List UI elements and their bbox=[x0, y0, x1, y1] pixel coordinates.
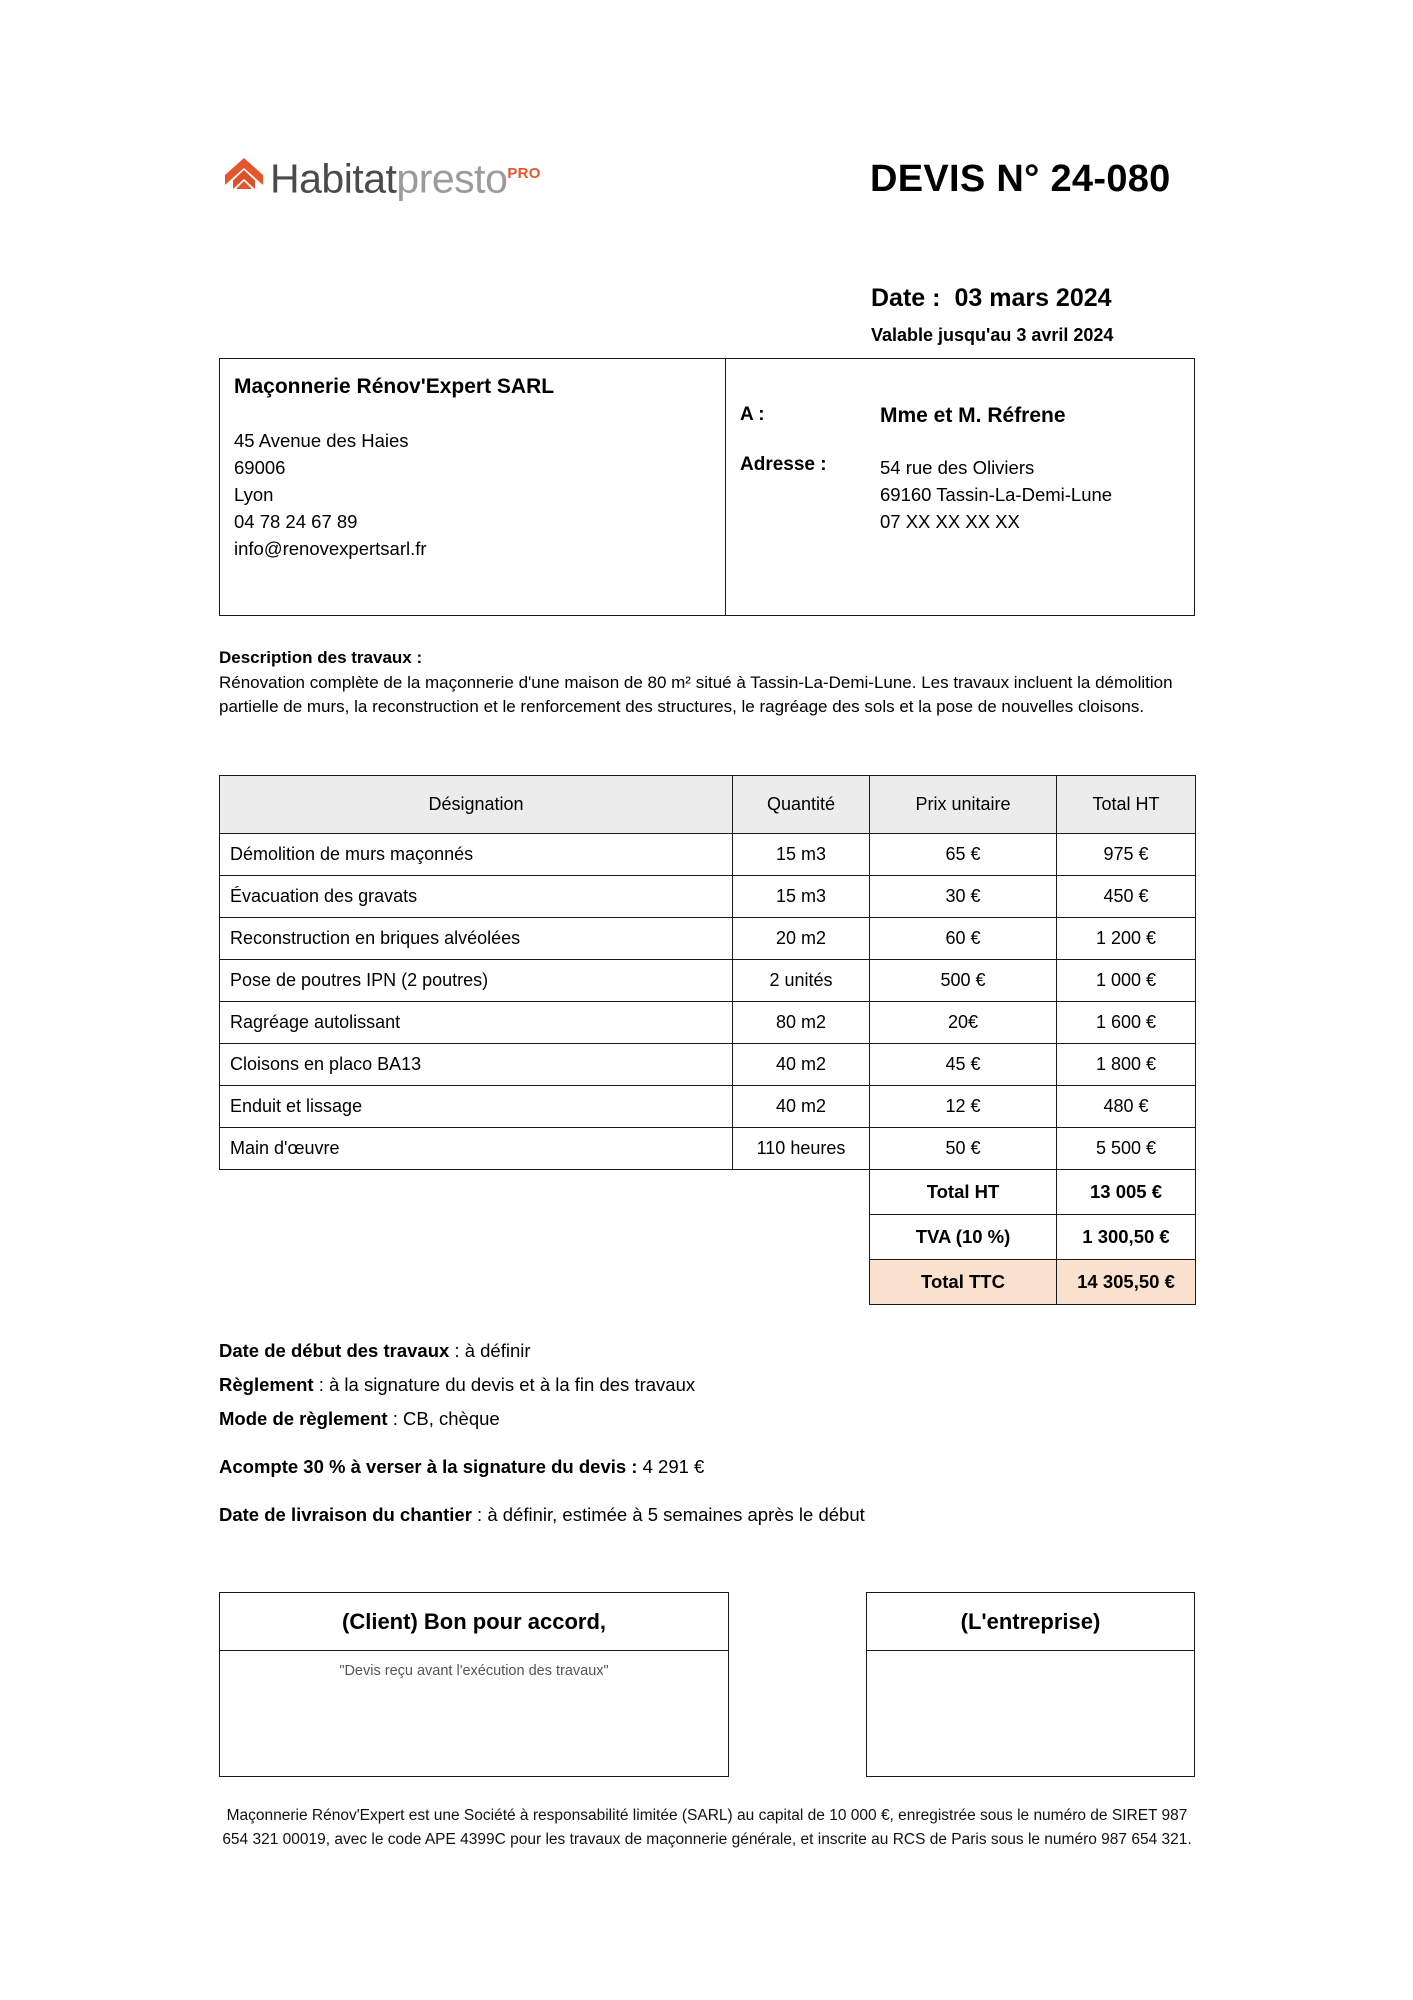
table-row bbox=[220, 918, 1196, 960]
summary-label: Total HT bbox=[870, 1170, 1057, 1215]
summary-row bbox=[220, 1215, 1196, 1260]
client-block bbox=[726, 359, 1194, 615]
cell-total: 975 € bbox=[1057, 834, 1196, 876]
date-label: Date : bbox=[871, 284, 941, 312]
summary-spacer bbox=[220, 1260, 733, 1305]
term-label: Mode de règlement bbox=[219, 1408, 388, 1429]
summary-spacer bbox=[733, 1215, 870, 1260]
cell-designation: Reconstruction en briques alvéolées bbox=[220, 918, 733, 960]
summary-label: TVA (10 %) bbox=[870, 1215, 1057, 1260]
company-postal-code: 69006 bbox=[234, 457, 286, 478]
page-title: DEVIS N° 24-080 bbox=[870, 158, 1171, 200]
quote-table bbox=[219, 775, 1196, 1305]
cell-quantity: 40 m2 bbox=[733, 1044, 870, 1086]
client-address bbox=[880, 454, 1112, 535]
habitatpresto-logo bbox=[222, 152, 541, 201]
document-header bbox=[0, 0, 1413, 360]
term-line bbox=[219, 1402, 1199, 1436]
company-street: 45 Avenue des Haies bbox=[234, 430, 409, 451]
company-email: info@renovexpertsarl.fr bbox=[234, 538, 427, 559]
legal-footer: Maçonnerie Rénov'Expert est une Société à responsabilité limitée (SARL) au capital de 10 000 €, enregistrée sous le numéro de SIRET 987 654 321 00019, avec le code APE 4399C pour les travaux de maçonnerie générale, et inscrite au RCS de Paris sous le numéro 987 654 321. bbox=[222, 1807, 1192, 1848]
term-label: Date de livraison du chantier bbox=[219, 1504, 472, 1525]
term-label: Acompte 30 % à verser à la signature du devis : bbox=[219, 1456, 638, 1477]
cell-total: 1 600 € bbox=[1057, 1002, 1196, 1044]
cell-designation: Main d'œuvre bbox=[220, 1128, 733, 1170]
devis-date bbox=[871, 284, 1112, 313]
company-block bbox=[220, 359, 726, 615]
summary-spacer bbox=[733, 1260, 870, 1305]
description-body: Rénovation complète de la maçonnerie d'une maison de 80 m² situé à Tassin-La-Demi-Lune. Les travaux incluent la démolition partielle de murs, la reconstruction et le renforcement des structures, le ragréage des sols et la pose de nouvelles cloisons. bbox=[219, 673, 1173, 716]
term-line bbox=[219, 1368, 1199, 1402]
cell-unit-price: 500 € bbox=[870, 960, 1057, 1002]
client-address-label: Adresse : bbox=[740, 454, 827, 475]
summary-label: Total TTC bbox=[870, 1260, 1057, 1305]
cell-unit-price: 65 € bbox=[870, 834, 1057, 876]
client-signature-note: "Devis reçu avant l'exécution des travaux" bbox=[339, 1663, 609, 1679]
quote-table-head bbox=[220, 776, 1196, 834]
term-value: : à définir, estimée à 5 semaines après le début bbox=[471, 1504, 865, 1525]
date-value: 03 mars 2024 bbox=[954, 284, 1112, 312]
cell-quantity: 15 m3 bbox=[733, 876, 870, 918]
client-address-row bbox=[740, 454, 1194, 535]
term-value: : CB, chèque bbox=[387, 1408, 500, 1429]
devis-validity: Valable jusqu'au 3 avril 2024 bbox=[871, 325, 1114, 345]
logo-wordmark bbox=[270, 152, 541, 201]
cell-quantity: 15 m3 bbox=[733, 834, 870, 876]
cell-designation: Évacuation des gravats bbox=[220, 876, 733, 918]
summary-row bbox=[220, 1170, 1196, 1215]
cell-designation: Ragréage autolissant bbox=[220, 1002, 733, 1044]
term-line bbox=[219, 1334, 1199, 1368]
cell-designation: Enduit et lissage bbox=[220, 1086, 733, 1128]
summary-value: 14 305,50 € bbox=[1057, 1260, 1196, 1305]
term-line bbox=[219, 1450, 1199, 1484]
cell-total: 450 € bbox=[1057, 876, 1196, 918]
col-header-unit-price: Prix unitaire bbox=[870, 776, 1057, 834]
client-signature-title: (Client) Bon pour accord, bbox=[220, 1593, 728, 1651]
company-phone: 04 78 24 67 89 bbox=[234, 511, 358, 532]
client-address-line2: 69160 Tassin-La-Demi-Lune bbox=[880, 484, 1113, 505]
signatures-section bbox=[219, 1592, 1195, 1777]
col-header-quantity: Quantité bbox=[733, 776, 870, 834]
description-section bbox=[219, 648, 1199, 719]
term-line bbox=[219, 1498, 1199, 1532]
client-name: Mme et M. Réfrene bbox=[880, 404, 1066, 427]
term-label: Date de début des travaux bbox=[219, 1340, 450, 1361]
logo-pro-badge: PRO bbox=[507, 165, 541, 182]
table-row bbox=[220, 960, 1196, 1002]
client-signature-box[interactable] bbox=[219, 1592, 729, 1777]
client-address-line1: 54 rue des Oliviers bbox=[880, 457, 1035, 478]
summary-spacer bbox=[220, 1215, 733, 1260]
cell-quantity: 2 unités bbox=[733, 960, 870, 1002]
chevron-house-icon bbox=[222, 152, 266, 196]
client-address-line3: 07 XX XX XX XX bbox=[880, 511, 1020, 532]
summary-spacer bbox=[733, 1170, 870, 1215]
cell-quantity: 110 heures bbox=[733, 1128, 870, 1170]
cell-unit-price: 60 € bbox=[870, 918, 1057, 960]
cell-total: 1 000 € bbox=[1057, 960, 1196, 1002]
term-value: : à la signature du devis et à la fin des travaux bbox=[313, 1374, 696, 1395]
cell-quantity: 40 m2 bbox=[733, 1086, 870, 1128]
logo-presto-text: presto bbox=[396, 155, 508, 202]
col-header-total: Total HT bbox=[1057, 776, 1196, 834]
parties-box bbox=[219, 358, 1195, 616]
cell-total: 1 200 € bbox=[1057, 918, 1196, 960]
logo-habitat-text: Habitat bbox=[270, 155, 397, 202]
description-title: Description des travaux : bbox=[219, 648, 423, 667]
company-signature-box[interactable] bbox=[866, 1592, 1195, 1777]
table-row bbox=[220, 876, 1196, 918]
table-row bbox=[220, 1128, 1196, 1170]
company-name: Maçonnerie Rénov'Expert SARL bbox=[234, 375, 555, 398]
quote-table-body bbox=[220, 834, 1196, 1305]
client-to-label: A : bbox=[740, 404, 765, 425]
term-label: Règlement bbox=[219, 1374, 314, 1395]
table-row bbox=[220, 1044, 1196, 1086]
summary-value: 13 005 € bbox=[1057, 1170, 1196, 1215]
cell-unit-price: 12 € bbox=[870, 1086, 1057, 1128]
table-row bbox=[220, 834, 1196, 876]
cell-unit-price: 45 € bbox=[870, 1044, 1057, 1086]
col-header-designation: Désignation bbox=[220, 776, 733, 834]
table-row bbox=[220, 1086, 1196, 1128]
cell-quantity: 80 m2 bbox=[733, 1002, 870, 1044]
cell-total: 480 € bbox=[1057, 1086, 1196, 1128]
cell-total: 5 500 € bbox=[1057, 1128, 1196, 1170]
cell-designation: Démolition de murs maçonnés bbox=[220, 834, 733, 876]
table-row bbox=[220, 1002, 1196, 1044]
term-value: : à définir bbox=[449, 1340, 531, 1361]
summary-spacer bbox=[220, 1170, 733, 1215]
term-value: 4 291 € bbox=[637, 1456, 705, 1477]
cell-unit-price: 50 € bbox=[870, 1128, 1057, 1170]
cell-designation: Pose de poutres IPN (2 poutres) bbox=[220, 960, 733, 1002]
cell-designation: Cloisons en placo BA13 bbox=[220, 1044, 733, 1086]
terms-section bbox=[219, 1334, 1199, 1532]
summary-row bbox=[220, 1260, 1196, 1305]
company-signature-title: (L'entreprise) bbox=[867, 1593, 1194, 1651]
cell-quantity: 20 m2 bbox=[733, 918, 870, 960]
company-city: Lyon bbox=[234, 484, 274, 505]
cell-unit-price: 20€ bbox=[870, 1002, 1057, 1044]
client-name-row bbox=[740, 404, 1194, 428]
summary-value: 1 300,50 € bbox=[1057, 1215, 1196, 1260]
table-header-row bbox=[220, 776, 1196, 834]
cell-total: 1 800 € bbox=[1057, 1044, 1196, 1086]
cell-unit-price: 30 € bbox=[870, 876, 1057, 918]
